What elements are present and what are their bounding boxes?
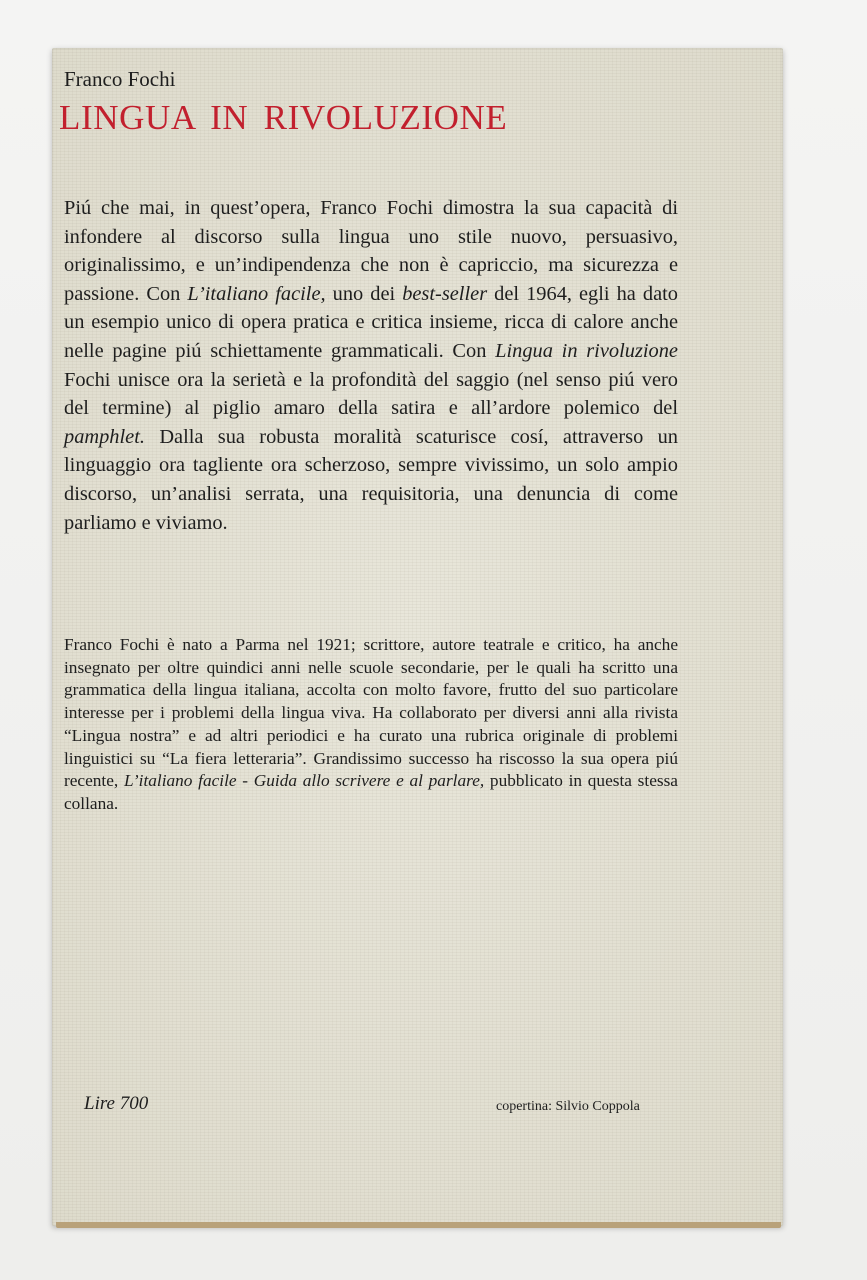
cover-credit: copertina: Silvio Coppola bbox=[496, 1099, 640, 1114]
blurb-segment-italic: best-seller bbox=[402, 282, 488, 305]
blurb-segment-italic: Lingua in rivoluzione bbox=[495, 339, 678, 362]
bio-segment: pubblicato in questa stessa collana. bbox=[64, 771, 678, 813]
blurb-paragraph bbox=[64, 194, 678, 537]
book-page-edge bbox=[56, 1222, 781, 1228]
blurb-segment: Dalla sua robusta moralità scaturisce cosí, attraverso un linguaggio ora tagliente ora scherzoso, sempre vivissimo, un solo ampio discorso, un’analisi serrata, una requisitoria, una denuncia di come parliamo e viviamo. bbox=[64, 425, 678, 534]
bio-segment: Franco Fochi è nato a Parma nel 1921; scrittore, autore teatrale e critico, ha anche insegnato per oltre quindici anni nelle scuole secondarie, per le quali ha scritto una grammatica della lingua italiana, accolta con molto favore, frutto del suo particolare interesse per i problemi della lingua viva. Ha collaborato per diversi anni alla rivista “Lingua nostra” e ad altri periodici e ha curato una rubrica originale di problemi linguistici su “La fiera letteraria”. Grandissimo successo ha riscosso la sua opera piú recente, bbox=[64, 635, 678, 791]
blurb-segment-italic: L’italiano facile, bbox=[187, 282, 326, 305]
author-bio-paragraph bbox=[64, 634, 678, 816]
blurb-segment: uno dei bbox=[325, 282, 403, 305]
price-label: Lire 700 bbox=[84, 1093, 149, 1114]
blurb-segment: Piú che mai, in quest’opera, Franco Fochi dimostra la sua capacità di infondere al discorso sulla lingua uno stile nuovo, persuasivo, originalissimo, e un’indipendenza che non è capriccio, ma sicurezza e passione. Con bbox=[64, 197, 678, 305]
bio-segment-italic: L’italiano facile - Guida allo scrivere e al parlare, bbox=[123, 771, 485, 791]
book-title: LINGUA IN RIVOLUZIONE bbox=[59, 98, 508, 137]
blurb-segment: Fochi unisce ora la serietà e la profondità del saggio (nel senso piú vero del termine) al piglio amaro della satira e all’ardore polemico del bbox=[64, 368, 678, 420]
author-name: Franco Fochi bbox=[64, 67, 176, 91]
blurb-segment-italic: pamphlet. bbox=[64, 425, 145, 448]
blurb-segment: del 1964, egli ha dato un esempio unico di opera pratica e critica insieme, ricca di calore anche nelle pagine piú schiettamente grammaticali. Con bbox=[64, 282, 678, 362]
